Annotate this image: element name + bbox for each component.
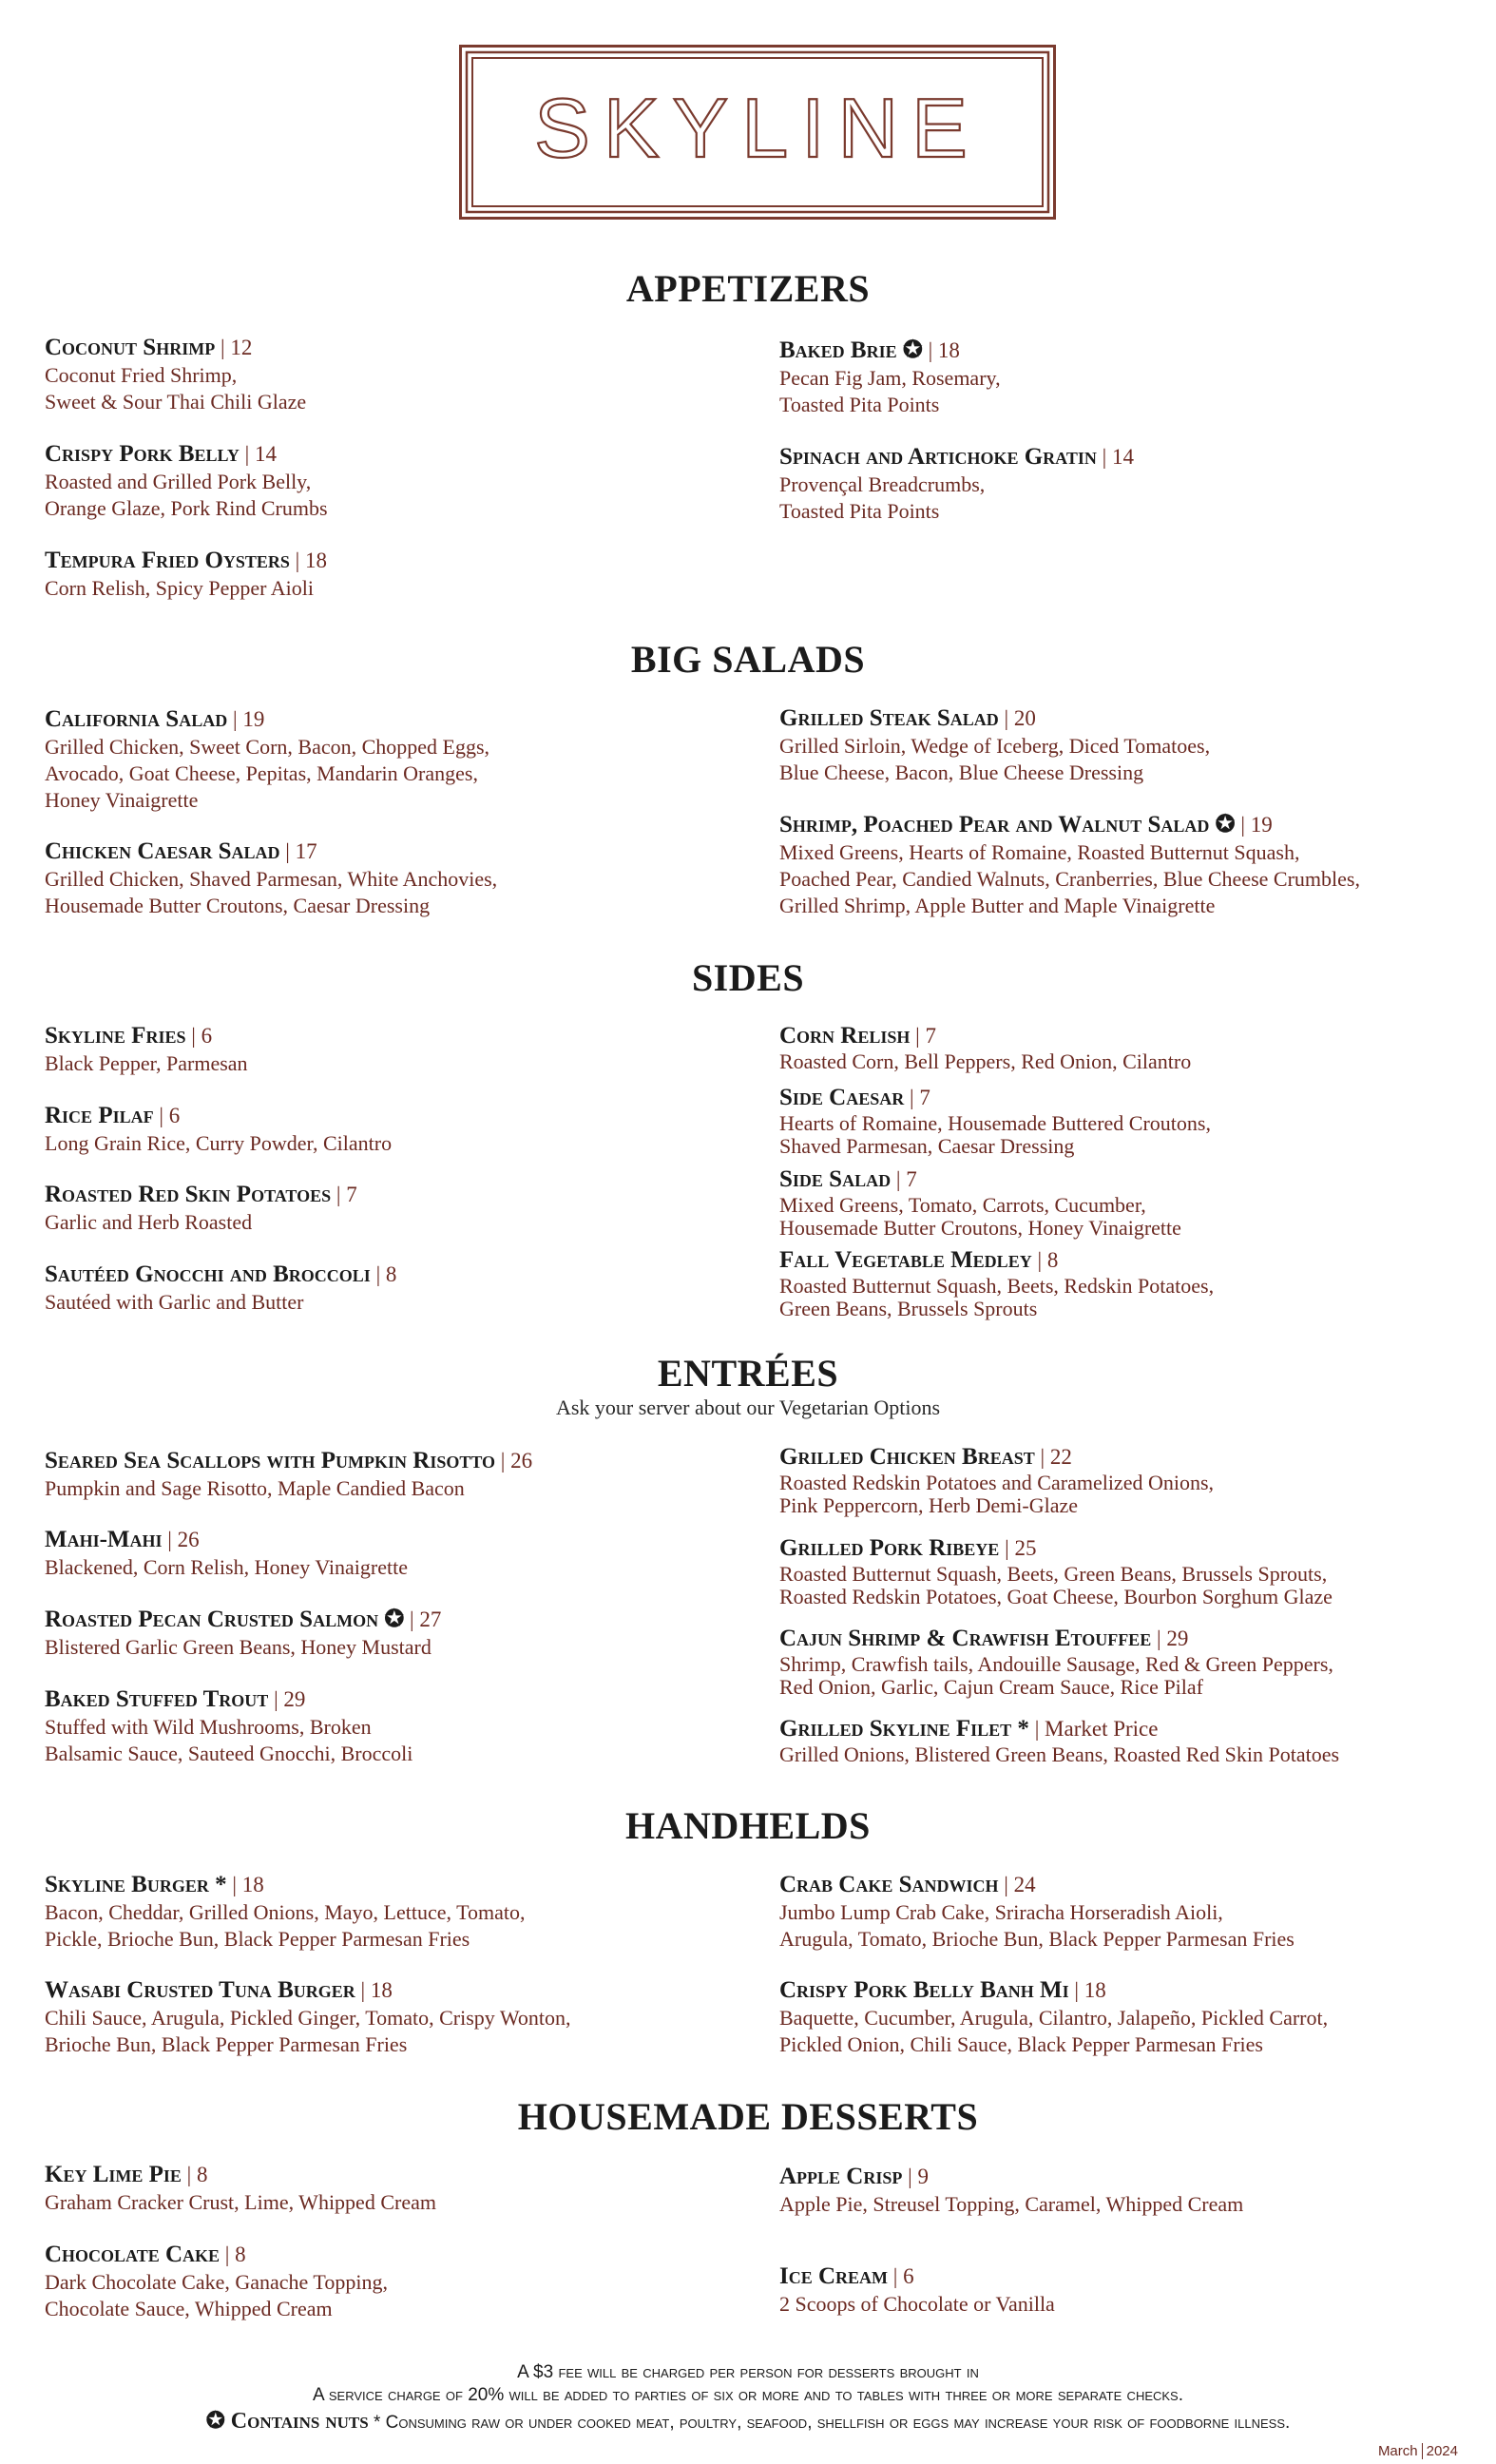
item-description: Honey Vinaigrette (45, 788, 199, 812)
item-name (45, 1102, 748, 1130)
item-name (45, 1871, 748, 1899)
item-price: 7 (925, 1024, 936, 1048)
item-price: 24 (1013, 1873, 1036, 1896)
item-price: 27 (419, 1607, 442, 1631)
item-price: 9 (917, 2165, 929, 2188)
item-price: 29 (283, 1687, 306, 1711)
item-description: Roasted Corn, Bell Peppers, Red Onion, Cilantro (779, 1049, 1192, 1073)
menu-item (779, 1246, 1483, 1320)
item-description: Pink Peppercorn, Herb Demi-Glaze (779, 1493, 1079, 1517)
svg-text:SKYLINE: SKYLINE (534, 81, 981, 175)
item-description: Roasted Butternut Squash, Beets, Redskin Potatoes, (779, 1274, 1215, 1298)
price-separator: | (370, 1262, 386, 1286)
item-title: Rice Pilaf (45, 1103, 154, 1128)
item-title: Mahi-Mahi (45, 1527, 163, 1552)
item-description: Chili Sauce, Arugula, Pickled Ginger, Tomato, Crispy Wonton, (45, 2006, 571, 2030)
section-title: SIDES (691, 956, 805, 999)
item-name (779, 1246, 1483, 1275)
item-description: Sautéed with Garlic and Butter (45, 1290, 304, 1314)
item-price: 12 (230, 336, 253, 359)
item-name (779, 704, 1483, 733)
item-title: Baked Stuffed Trout (45, 1686, 269, 1712)
item-name (779, 443, 1483, 472)
item-name (779, 1022, 1483, 1050)
item-title: Fall Vegetable Medley (779, 1247, 1032, 1273)
item-price: 6 (168, 1104, 181, 1127)
price-separator: | (227, 707, 243, 731)
menu-item (45, 1606, 748, 1661)
item-price: 7 (919, 1086, 930, 1109)
item-description: Roasted and Grilled Pork Belly, (45, 470, 312, 493)
item-description: Sweet & Sour Thai Chili Glaze (45, 390, 307, 414)
menu-item (779, 1871, 1483, 1953)
item-description: Hearts of Romaine, Housemade Buttered Croutons, (779, 1111, 1211, 1135)
item-price: 29 (1166, 1627, 1189, 1650)
item-name (779, 1871, 1483, 1899)
item-title: Corn Relish (779, 1023, 911, 1049)
item-name (45, 1447, 748, 1475)
section-title: ENTRÉES (657, 1352, 839, 1395)
price-separator: | (1031, 1248, 1047, 1272)
item-name (45, 2161, 748, 2189)
item-name (45, 1976, 748, 2005)
menu-item (45, 1685, 748, 1767)
menu-item (779, 2262, 1483, 2318)
price-separator: | (998, 706, 1014, 730)
item-title: Apple Crisp (779, 2164, 903, 2189)
item-name (45, 1685, 748, 1714)
item-price: 19 (1250, 813, 1273, 837)
menu-item (779, 2163, 1483, 2218)
item-description: 2 Scoops of Chocolate or Vanilla (779, 2292, 1055, 2316)
item-title: Seared Sea Scallops with Pumpkin Risotto (45, 1448, 496, 1473)
item-price: 26 (510, 1449, 533, 1473)
raw-food-warning: * Consuming raw or under cooked meat, poultry, seafood, shellfish or eggs may increase your risk of foodborne illness. (373, 2413, 1291, 2433)
item-description: Blue Cheese, Bacon, Blue Cheese Dressing (779, 760, 1144, 784)
item-title: Key Lime Pie (45, 2162, 182, 2187)
item-name (779, 2163, 1483, 2191)
price-separator: | (902, 2165, 918, 2188)
menu-item (45, 705, 748, 814)
item-price: Market Price (1045, 1717, 1159, 1741)
item-price: 14 (1111, 445, 1134, 469)
item-price: 17 (295, 839, 317, 863)
item-name (45, 334, 748, 362)
price-separator: | (904, 1086, 920, 1109)
item-name (45, 1526, 748, 1554)
price-separator: | (910, 1024, 926, 1048)
item-description: Apple Pie, Streusel Topping, Caramel, Whipped Cream (779, 2192, 1244, 2216)
price-separator: | (185, 1024, 201, 1048)
item-title: Crab Cake Sandwich (779, 1872, 999, 1897)
menu-item (45, 1447, 748, 1502)
menu-item (45, 2241, 748, 2322)
item-description: Blistered Garlic Green Beans, Honey Mustard (45, 1635, 432, 1659)
item-description: Roasted Butternut Squash, Beets, Green Beans, Brussels Sprouts, (779, 1562, 1328, 1586)
item-description: Coconut Fried Shrimp, (45, 363, 238, 387)
item-description: Baquette, Cucumber, Arugula, Cilantro, Jalapeño, Pickled Carrot, (779, 2006, 1329, 2030)
item-description: Pumpkin and Sage Risotto, Maple Candied Bacon (45, 1476, 465, 1500)
item-description: Long Grain Rice, Curry Powder, Cilantro (45, 1131, 393, 1155)
menu-item (779, 1084, 1483, 1158)
item-title: Side Salad (779, 1166, 892, 1192)
item-name (779, 1976, 1483, 2005)
menu-item (45, 1976, 748, 2058)
price-separator: | (1028, 1717, 1045, 1741)
menu-item (45, 440, 748, 522)
menu-item (779, 1165, 1483, 1240)
menu-item (45, 1261, 748, 1316)
footer-allergen-notice (0, 2407, 1496, 2435)
price-separator: | (215, 336, 231, 359)
item-name (45, 440, 748, 469)
item-price: 8 (1046, 1248, 1059, 1272)
price-separator: | (1235, 813, 1251, 837)
section-title: APPETIZERS (625, 267, 871, 310)
item-description: Garlic and Herb Roasted (45, 1210, 253, 1234)
item-title: Shrimp, Poached Pear and Walnut Salad ✪ (779, 812, 1236, 837)
menu-item (779, 1534, 1483, 1608)
item-price: 18 (305, 549, 328, 572)
menu-item (45, 2161, 748, 2216)
item-price: 8 (235, 2243, 246, 2266)
item-description: Pickled Onion, Chili Sauce, Black Pepper Parmesan Fries (779, 2032, 1263, 2056)
item-price: 18 (370, 1978, 393, 2002)
menu-item (45, 547, 748, 602)
item-title: Ice Cream (779, 2263, 889, 2289)
item-description: Jumbo Lump Crab Cake, Sriracha Horseradish Aioli, (779, 1900, 1223, 1924)
menu-item (779, 1625, 1483, 1699)
item-description: Provençal Breadcrumbs, (779, 472, 986, 496)
item-name (779, 2262, 1483, 2291)
price-separator: | (279, 839, 296, 863)
skyline-logo (459, 45, 1056, 220)
menu-item (45, 1871, 748, 1953)
menu-item (45, 334, 748, 415)
menu-item (779, 337, 1483, 418)
price-separator: | (888, 2264, 904, 2288)
item-title: Coconut Shrimp (45, 335, 216, 360)
item-title: Grilled Steak Salad (779, 705, 999, 731)
date-month: March (1377, 2443, 1418, 2459)
item-title: Side Caesar (779, 1085, 905, 1110)
item-price: 26 (177, 1528, 200, 1551)
item-title: Roasted Red Skin Potatoes (45, 1182, 332, 1207)
item-name (45, 2241, 748, 2269)
item-price: 25 (1014, 1536, 1037, 1560)
item-description: Toasted Pita Points (779, 393, 940, 416)
item-title: Tempura Fried Oysters (45, 548, 290, 573)
menu-item (45, 1181, 748, 1236)
menu-date (1378, 2443, 1458, 2459)
item-title: Chocolate Cake (45, 2242, 221, 2267)
item-title: Crispy Pork Belly Banh Mi (779, 1977, 1069, 2003)
item-description: Dark Chocolate Cake, Ganache Topping, (45, 2270, 388, 2294)
item-price: 6 (201, 1024, 213, 1048)
item-description: Shrimp, Crawfish tails, Andouille Sausage, Red & Green Peppers, (779, 1652, 1333, 1676)
item-title: Skyline Burger * (45, 1872, 227, 1897)
price-separator: | (220, 2243, 236, 2266)
price-separator: | (404, 1607, 420, 1631)
menu-item (779, 1976, 1483, 2058)
item-name (779, 1443, 1483, 1472)
price-separator: | (891, 1167, 907, 1191)
date-year: 2024 (1426, 2443, 1458, 2459)
item-name (779, 1165, 1483, 1194)
item-description: Brioche Bun, Black Pepper Parmesan Fries (45, 2032, 408, 2056)
menu-item (45, 1526, 748, 1581)
footer-service-charge: A service charge of 20% will be added to parties of six or more and to tables with three or more separate checks. (312, 2385, 1184, 2405)
item-description: Chocolate Sauce, Whipped Cream (45, 2297, 333, 2320)
price-separator: | (998, 1873, 1014, 1896)
item-description: Balsamic Sauce, Sauteed Gnocchi, Broccoli (45, 1742, 413, 1765)
item-name (45, 1181, 748, 1209)
menu-item (779, 1443, 1483, 1517)
item-price: 8 (385, 1262, 397, 1286)
item-description: Grilled Sirloin, Wedge of Iceberg, Diced Tomatoes, (779, 734, 1211, 758)
menu-item (779, 704, 1483, 786)
menu-item (45, 837, 748, 919)
price-separator: | (1096, 445, 1112, 469)
item-description: Grilled Onions, Blistered Green Beans, Roasted Red Skin Potatoes (779, 1742, 1340, 1766)
item-title: Crispy Pork Belly (45, 441, 240, 467)
item-description: Bacon, Cheddar, Grilled Onions, Mayo, Lettuce, Tomato, (45, 1900, 526, 1924)
item-description: Roasted Redskin Potatoes, Goat Cheese, Bourbon Sorghum Glaze (779, 1585, 1333, 1608)
item-name (779, 1625, 1483, 1653)
price-separator: | (181, 2163, 198, 2186)
item-title: California Salad (45, 706, 228, 732)
item-price: 20 (1013, 706, 1036, 730)
item-price: 18 (1084, 1978, 1106, 2002)
item-description: Roasted Redskin Potatoes and Caramelized Onions, (779, 1471, 1215, 1494)
item-price: 22 (1049, 1445, 1072, 1469)
item-description: Black Pepper, Parmesan (45, 1051, 248, 1075)
price-separator: | (1151, 1627, 1167, 1650)
item-name (779, 1534, 1483, 1563)
item-price: 14 (254, 442, 277, 466)
price-separator: | (162, 1528, 178, 1551)
item-description: Housemade Butter Croutons, Honey Vinaigrette (779, 1216, 1181, 1240)
price-separator: | (1034, 1445, 1050, 1469)
item-title: Grilled Skyline Filet * (779, 1716, 1029, 1742)
price-separator: | (495, 1449, 511, 1473)
item-title: Wasabi Crusted Tuna Burger (45, 1977, 355, 2003)
item-name (45, 547, 748, 575)
menu-item (45, 1022, 748, 1077)
item-description: Green Beans, Brussels Sprouts (779, 1297, 1038, 1320)
item-name (45, 1022, 748, 1050)
item-name (779, 1715, 1483, 1743)
item-title: Skyline Fries (45, 1023, 186, 1049)
item-title: Sautéed Gnocchi and Broccoli (45, 1261, 371, 1287)
item-price: 7 (906, 1167, 917, 1191)
item-name (779, 811, 1483, 839)
contains-nuts-label: ✪ Contains nuts (205, 2409, 369, 2434)
item-name (779, 1084, 1483, 1112)
item-price: 18 (937, 338, 960, 362)
item-title: Grilled Chicken Breast (779, 1444, 1035, 1470)
item-title: Cajun Shrimp & Crawfish Etouffee (779, 1626, 1152, 1651)
item-description: Stuffed with Wild Mushrooms, Broken (45, 1715, 372, 1739)
item-price: 19 (242, 707, 265, 731)
item-description: Red Onion, Garlic, Cajun Cream Sauce, Rice Pilaf (779, 1675, 1203, 1699)
price-separator: | (922, 338, 938, 362)
menu-item (45, 1102, 748, 1157)
price-separator: | (268, 1687, 284, 1711)
item-description: Pecan Fig Jam, Rosemary, (779, 366, 1001, 390)
item-description: Grilled Chicken, Shaved Parmesan, White Anchovies, (45, 867, 498, 891)
section-title: HOUSEMADE DESSERTS (517, 2095, 979, 2138)
item-price: 6 (903, 2264, 914, 2288)
price-separator: | (153, 1104, 169, 1127)
price-separator: | (999, 1536, 1015, 1560)
item-description: Orange Glaze, Pork Rind Crumbs (45, 496, 328, 520)
item-description: Poached Pear, Candied Walnuts, Cranberries, Blue Cheese Crumbles, (779, 867, 1360, 891)
item-title: Roasted Pecan Crusted Salmon ✪ (45, 1607, 405, 1632)
item-description: Corn Relish, Spicy Pepper Aioli (45, 576, 314, 600)
price-separator: | (355, 1978, 371, 2002)
item-description: Shaved Parmesan, Caesar Dressing (779, 1134, 1075, 1158)
item-description: Arugula, Tomato, Brioche Bun, Black Pepper Parmesan Fries (779, 1927, 1295, 1951)
item-description: Toasted Pita Points (779, 499, 940, 523)
item-description: Mixed Greens, Hearts of Romaine, Roasted Butternut Squash, (779, 840, 1300, 864)
item-name (45, 705, 748, 734)
item-description: Graham Cracker Crust, Lime, Whipped Cream (45, 2190, 436, 2214)
menu-item (779, 443, 1483, 525)
price-separator: | (289, 549, 306, 572)
item-title: Baked Brie ✪ (779, 337, 923, 363)
item-description: Blackened, Corn Relish, Honey Vinaigrette (45, 1555, 408, 1579)
section-title: HANDHELDS (625, 1804, 871, 1847)
item-description: Avocado, Goat Cheese, Pepitas, Mandarin Oranges, (45, 761, 478, 785)
footer-dessert-fee: A $3 fee will be charged per person for desserts brought in (517, 2362, 979, 2382)
menu-item (779, 811, 1483, 919)
item-name (45, 837, 748, 866)
item-price: 8 (197, 2163, 208, 2186)
item-description: Grilled Chicken, Sweet Corn, Bacon, Chopped Eggs, (45, 735, 490, 759)
menu-item (779, 1022, 1483, 1073)
price-separator: | (1068, 1978, 1084, 2002)
item-description: Mixed Greens, Tomato, Carrots, Cucumber, (779, 1193, 1146, 1217)
item-description: Pickle, Brioche Bun, Black Pepper Parmesan Fries (45, 1927, 470, 1951)
item-title: Grilled Pork Ribeye (779, 1535, 1000, 1561)
section-subtitle: Ask your server about our Vegetarian Options (555, 1396, 941, 1419)
item-description: Grilled Shrimp, Apple Butter and Maple Vinaigrette (779, 894, 1216, 917)
price-separator: | (226, 1873, 242, 1896)
item-name (779, 337, 1483, 365)
item-price: 7 (346, 1183, 357, 1206)
item-description: Housemade Butter Croutons, Caesar Dressing (45, 894, 431, 917)
item-title: Chicken Caesar Salad (45, 838, 280, 864)
menu-item (779, 1715, 1483, 1766)
item-price: 18 (241, 1873, 264, 1896)
price-separator: | (239, 442, 255, 466)
item-name (45, 1606, 748, 1634)
item-title: Spinach and Artichoke Gratin (779, 444, 1097, 470)
section-title: BIG SALADS (630, 638, 866, 681)
price-separator: | (331, 1183, 347, 1206)
item-name (45, 1261, 748, 1289)
